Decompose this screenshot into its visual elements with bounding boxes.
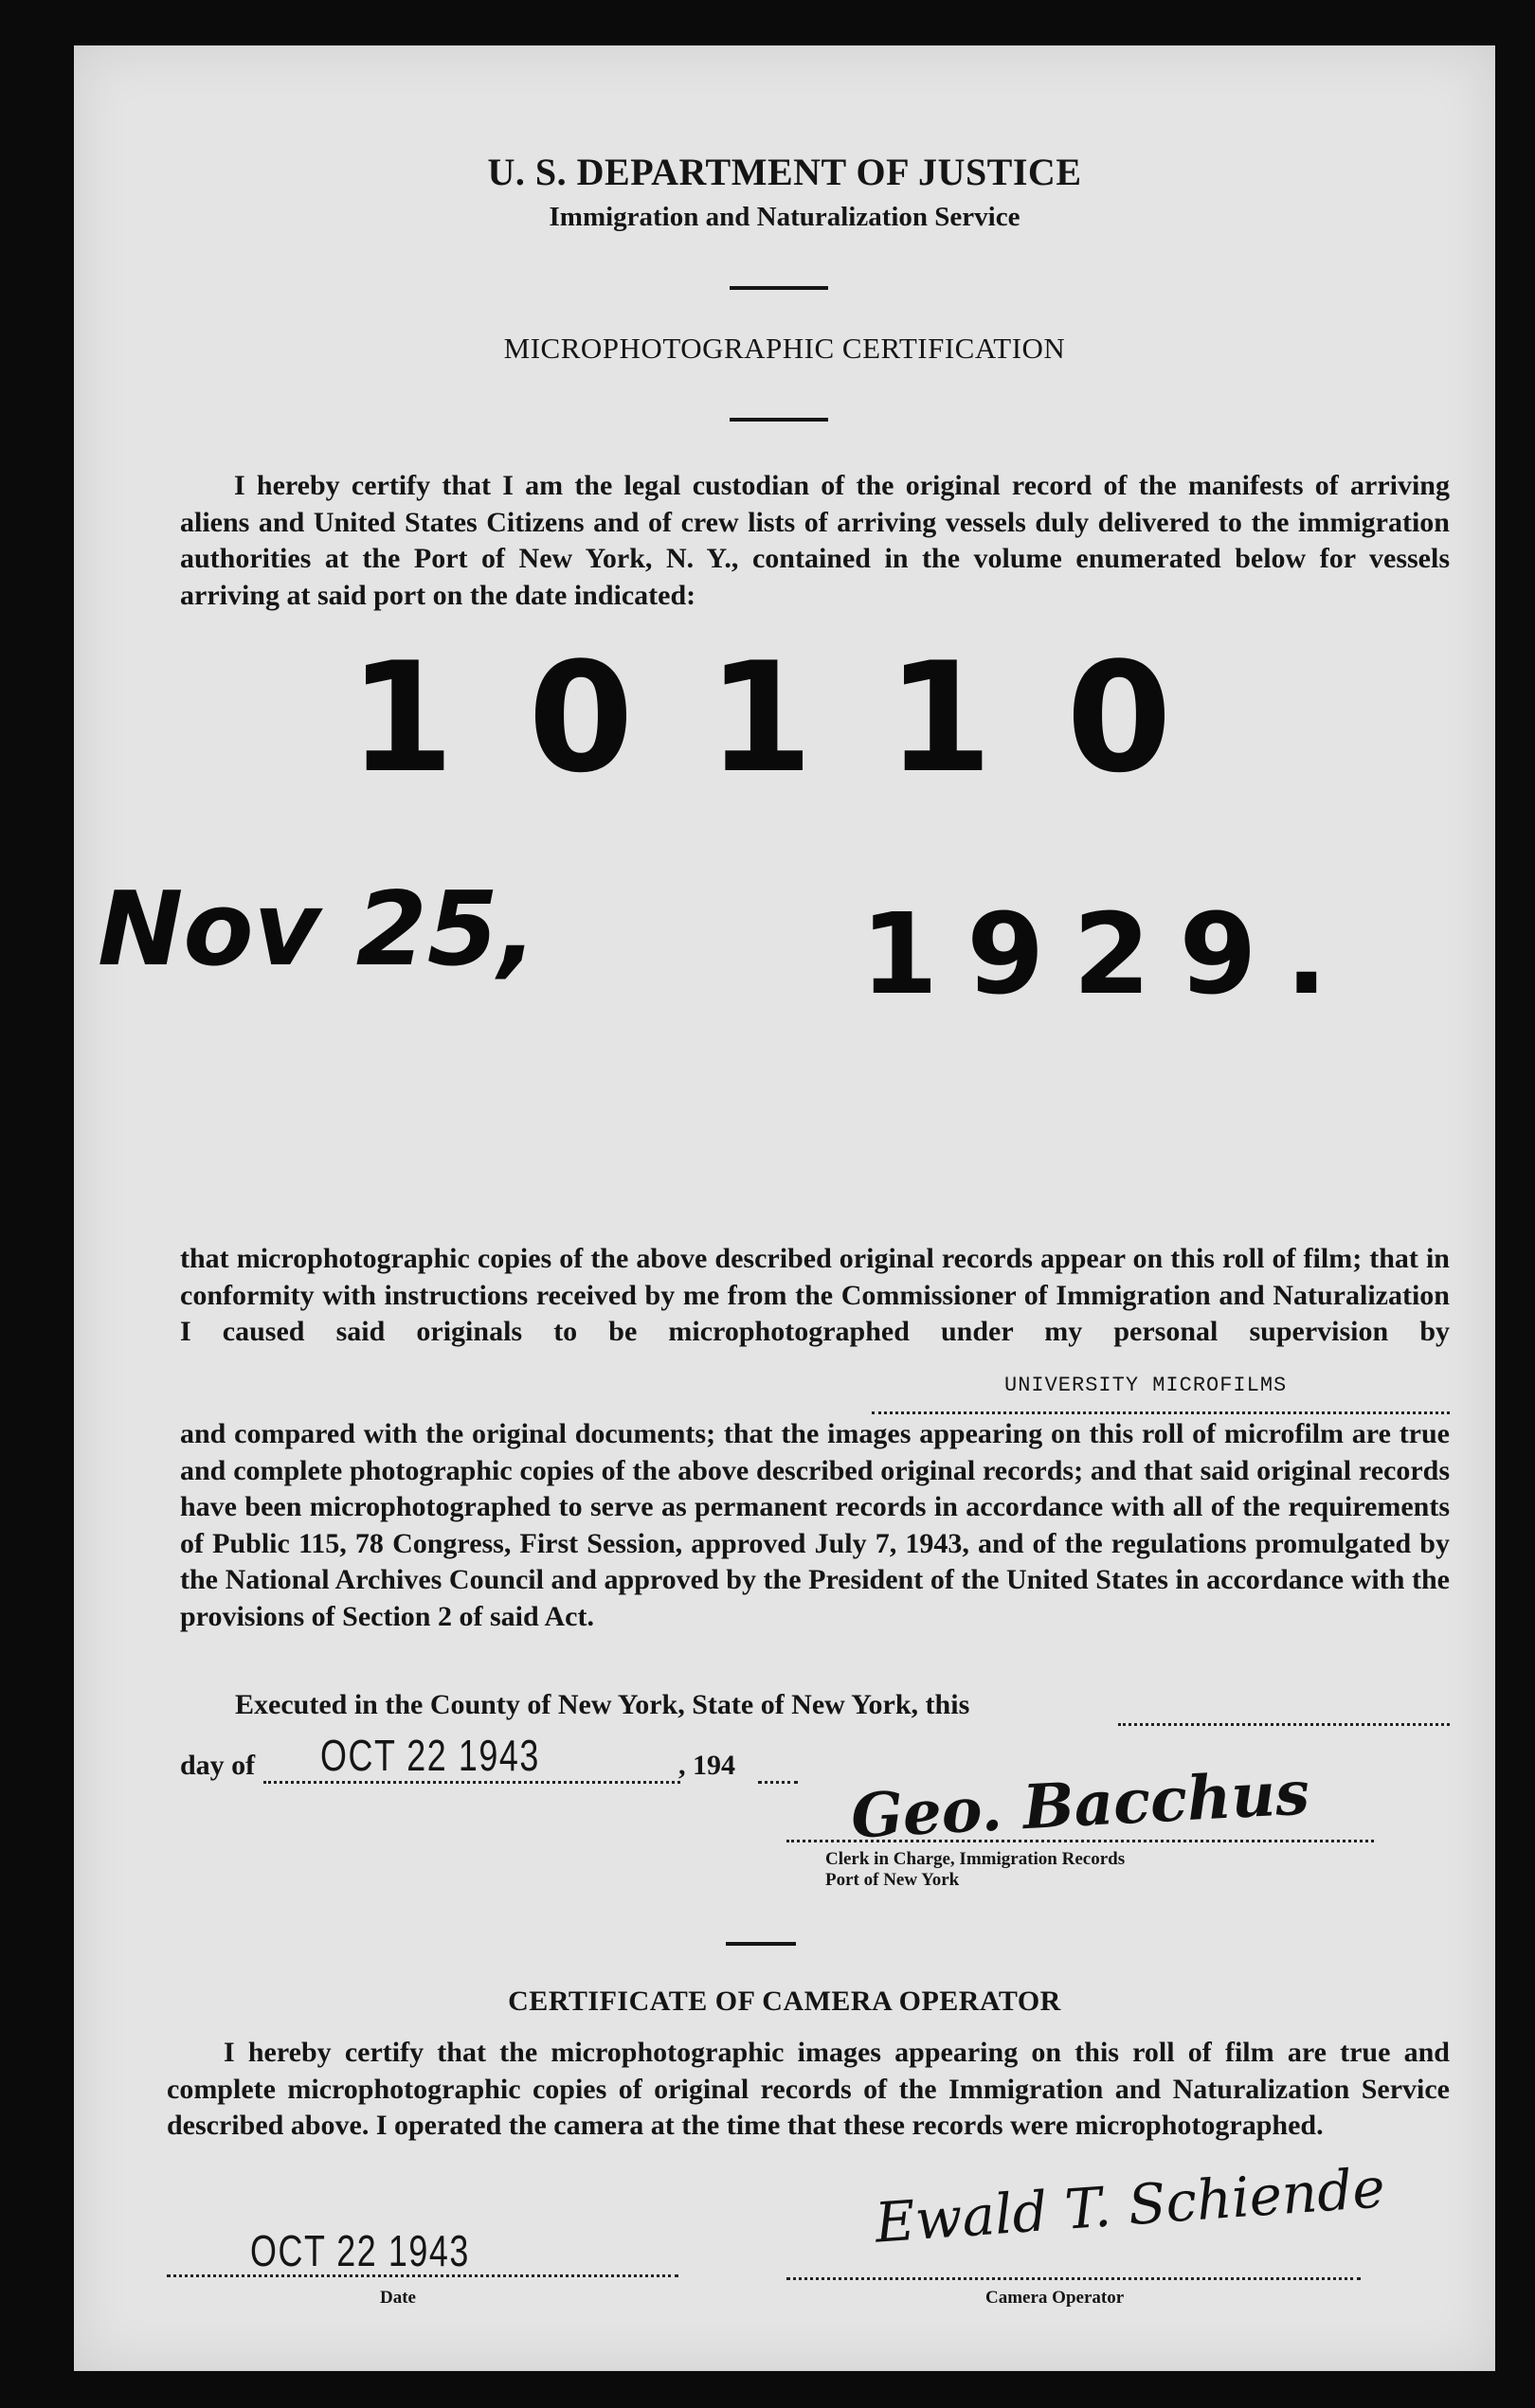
camera-date-label: Date (380, 2288, 416, 2308)
camera-operator-signature: Ewald T. Schiende (873, 2155, 1387, 2255)
day-of-line (263, 1731, 680, 1784)
service-heading: Immigration and Naturalization Service (549, 202, 1020, 232)
camera-operator-title: CERTIFICATE OF CAMERA OPERATOR (508, 1986, 1061, 2017)
divider (726, 1942, 796, 1946)
executed-day-line (1118, 1708, 1450, 1726)
camera-operator-label: Camera Operator (985, 2288, 1125, 2308)
department-heading: U. S. DEPARTMENT OF JUSTICE (487, 151, 1082, 193)
certification-body-part1: that microphotographic copies of the above described original records appear on this roll of film; that in conformity with instructions received by me from the Commissioner of Immigration and Naturalization I caused said originals to be microphotographed under my personal supervision by (180, 1243, 1450, 1347)
certification-intro: I hereby certify that I am the legal custodian of the original record of the manifests of arriving aliens and United States Citizens and of crew lists of arriving vessels duly delivered to the immigration authorities at the Port of New York, N. Y., contained in the volume enumerated below for vessels arriving at said port on the date indicated: (180, 470, 1450, 611)
camera-date-stamp: OCT 22 1943 (250, 2226, 470, 2275)
volume-number-handwritten: 10110 (349, 629, 1246, 806)
clerk-title-line1: Clerk in Charge, Immigration Records (825, 1849, 1126, 1869)
divider (730, 286, 828, 290)
clerk-signature-line (786, 1836, 1374, 1842)
filmed-by-typed: UNIVERSITY MICROFILMS (1004, 1374, 1288, 1397)
camera-date-line (167, 2226, 678, 2277)
year-line (758, 1766, 798, 1784)
camera-operator-statement: I hereby certify that the microphotographic images appearing on this roll of film are true and complete microphotographic copies of original records of the Immigration and Naturalization Service described above. I operated the camera at the time that these records were microphotographed. (167, 2037, 1450, 2141)
filmed-by-line (872, 1374, 1450, 1414)
arrival-year-handwritten: 1929. (860, 889, 1357, 1019)
clerk-title-line2: Port of New York (825, 1870, 960, 1890)
arrival-date-handwritten: Nov 25, (98, 871, 537, 989)
certification-body-part2: and compared with the original documents; that the images appearing on this roll of microfilm are true and complete photographic copies of the above described original records; and that said original records have been microphotographed to serve as permanent records in accordance with all of the requirements of Public 115, 78 Congress, First Session, approved July 7, 1943, and of the regulations promulgated by the National Archives Council and approved by the President of the United States in accordance with the provisions of Section 2 of said Act. (180, 1418, 1450, 1632)
certification-title: MICROPHOTOGRAPHIC CERTIFICATION (503, 332, 1066, 365)
clerk-signature: Geo. Bacchus (849, 1757, 1311, 1853)
divider (730, 418, 828, 422)
executed-date-stamp: OCT 22 1943 (320, 1731, 540, 1780)
day-of-label: day of (180, 1750, 256, 1781)
year-suffix: , 194 (678, 1750, 735, 1781)
executed-line: Executed in the County of New York, State of New York, this (235, 1689, 970, 1720)
camera-operator-line (786, 2273, 1361, 2280)
certificate-sheet (74, 45, 1495, 2371)
